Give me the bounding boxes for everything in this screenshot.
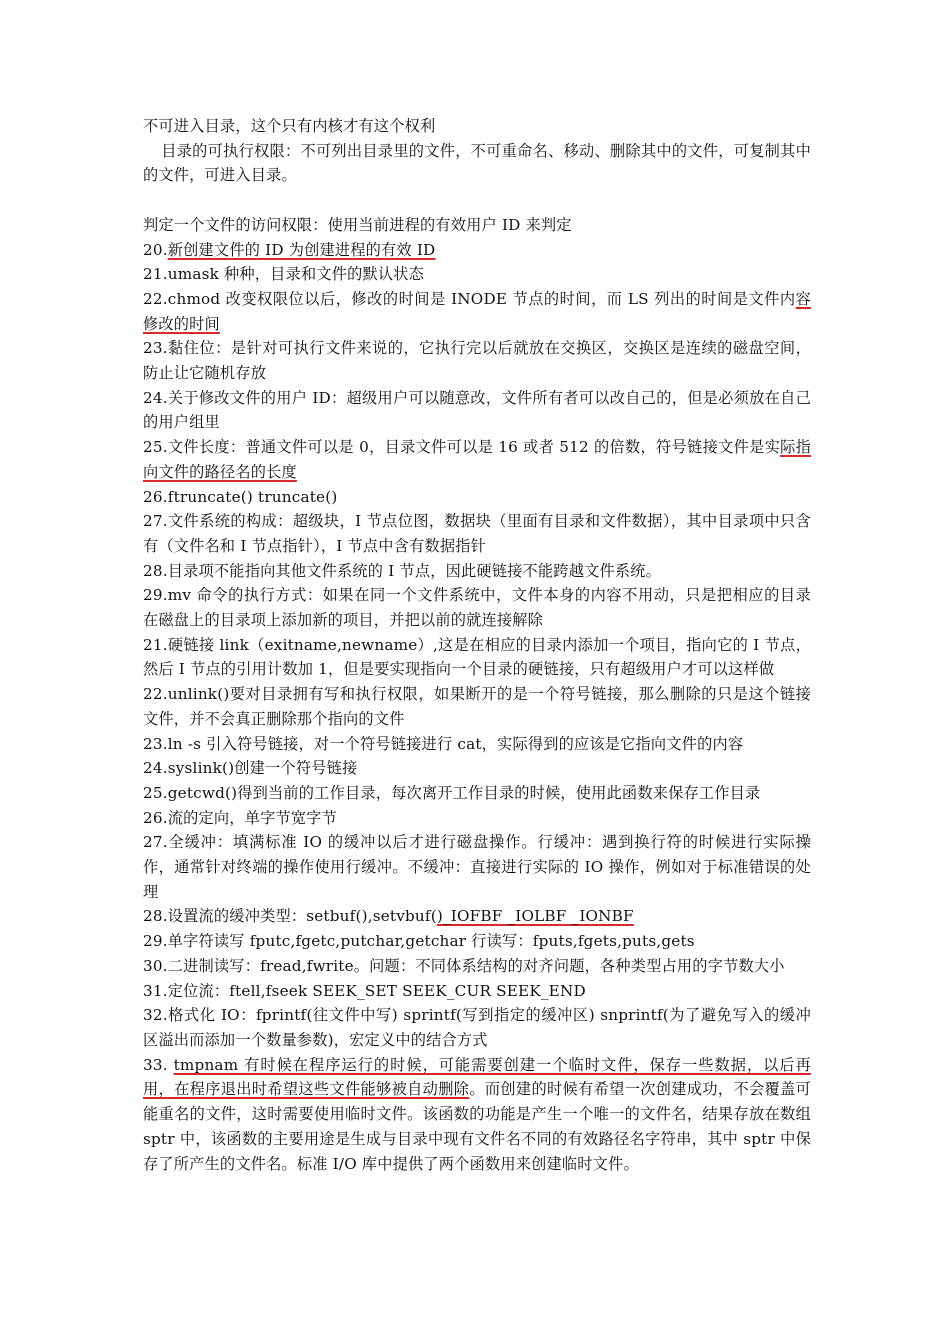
paragraph (143, 238, 811, 263)
paragraph: 30.二进制读写：fread,fwrite。问题：不同体系结构的对齐问题，各种类型占用的字节数大小 (143, 956, 785, 975)
underlined-text: tmpnam 有时候在程序运行的时候，可能需要创建一个临时文件，保存一些数据，以后再用，在程序退出时希望这些文件能够被自动删除 (143, 1055, 812, 1099)
paragraph: 21.硬链接 link（exitname,newname）,这是在相应的目录内添加一个项目，指向它的 I 节点，然后 I 节点的引用计数加 1，但是要实现指向一个目录的硬链接，只有超级用户才可以这样做 (143, 635, 811, 679)
paragraph: 不可进入目录，这个只有内核才有这个权利 (143, 117, 436, 135)
blank-line (143, 188, 811, 213)
paragraph (143, 1053, 811, 1177)
paragraph: 27.文件系统的构成：超级块，I 节点位图，数据块（里面有目录和文件数据），其中目录项中只含有（文件名和 I 节点指针），I 节点中含有数据指针 (143, 512, 811, 555)
paragraph: 23.ln -s 引入符号链接，对一个符号链接进行 cat，实际得到的应该是它指向文件的内容 (143, 734, 744, 753)
paragraph: 24.syslink()创建一个符号链接 (143, 759, 358, 778)
underlined-text: 容修改的时间 (143, 289, 811, 333)
underlined-text: 际指向文件的路径名的长度 (143, 438, 811, 481)
paragraph-text: 22.chmod 改变权限位以后，修改的时间是 INODE 节点的时间，而 LS 列出的时间是文件内 (143, 289, 796, 308)
paragraph: 27.全缓冲：填满标准 IO 的缓冲以后才进行磁盘操作。行缓冲：遇到换行符的时候进行实际操作，通常针对终端的操作使用行缓冲。不缓冲：直接进行实际的 IO 操作，例如对于标准错误的处理 (143, 833, 811, 901)
underlined-text: 新创建文件的 ID 为创建进程的有效 ID (167, 240, 436, 259)
document-page (143, 114, 811, 1176)
paragraph: 目录的可执行权限：不可列出目录里的文件，不可重命名、移动、删除其中的文件，可复制其中的文件，可进入目录。 (143, 141, 811, 185)
paragraph: 26.ftruncate() truncate() (143, 487, 338, 506)
paragraph: 23.黏住位：是针对可执行文件来说的，它执行完以后就放在交换区，交换区是连续的磁盘空间，防止让它随机存放 (143, 339, 811, 383)
paragraph (143, 904, 811, 929)
paragraph: 21.umask 种种，目录和文件的默认状态 (143, 265, 425, 284)
paragraph-text: 25.文件长度：普通文件可以是 0，目录文件可以是 16 或者 512 的倍数，符号链接文件是实 (143, 438, 781, 457)
paragraph: 28.目录项不能指向其他文件系统的 I 节点，因此硬链接不能跨越文件系统。 (143, 561, 662, 580)
paragraph (143, 287, 811, 336)
paragraph: 26.流的定向，单字节宽字节 (143, 808, 338, 827)
paragraph-text: 28.设置流的缓冲类型：setbuf(),setvbuf( (143, 907, 437, 926)
paragraph: 判定一个文件的访问权限：使用当前进程的有效用户 ID 来判定 (143, 215, 572, 234)
paragraph: 25.getcwd()得到当前的工作目录，每次离开工作目录的时候，使用此函数来保存工作目录 (143, 783, 761, 802)
paragraph: 29.单字符读写 fputc,fgetc,putchar,getchar 行读写：fputs,fgets,puts,gets (143, 932, 695, 951)
paragraph-text: 20. (143, 240, 168, 259)
underlined-text: )_IOFBF _IOLBF _IONBF (436, 907, 634, 926)
paragraph: 31.定位流：ftell,fseek SEEK_SET SEEK_CUR SEEK_END (143, 981, 586, 1000)
paragraph: 29.mv 命令的执行方式：如果在同一个文件系统中，文件本身的内容不用动，只是把相应的目录在磁盘上的目录项上添加新的项目，并把以前的就连接解除 (143, 586, 811, 630)
paragraph: 24.关于修改文件的用户 ID：超级用户可以随意改，文件所有者可以改自己的，但是必须放在自己的用户组里 (143, 388, 811, 432)
paragraph-text: 。而创建的时候有希望一次创建成功，不会覆盖可能重名的文件，这时需要使用临时文件。该函数的功能是产生一个唯一的文件名，结果存放在数组 sptr 中，该函数的主要用途是生成与目录中现有文件名不同的有效路径名字符串，其中 sptr 中保存了所产生的文件名。标准 I/O 库中提供了两个函数用来创建临时文件。 (143, 1080, 812, 1173)
paragraph: 32.格式化 IO：fprintf(往文件中写) sprintf(写到指定的缓冲区) snprintf(为了避免写入的缓冲区溢出而添加一个数量参数)，宏定义中的结合方式 (143, 1006, 811, 1049)
paragraph-text: 33. (143, 1055, 174, 1074)
paragraph: 22.unlink()要对目录拥有写和执行权限，如果断开的是一个符号链接，那么删除的只是这个链接文件，并不会真正删除那个指向的文件 (143, 685, 811, 728)
paragraph (143, 435, 811, 484)
